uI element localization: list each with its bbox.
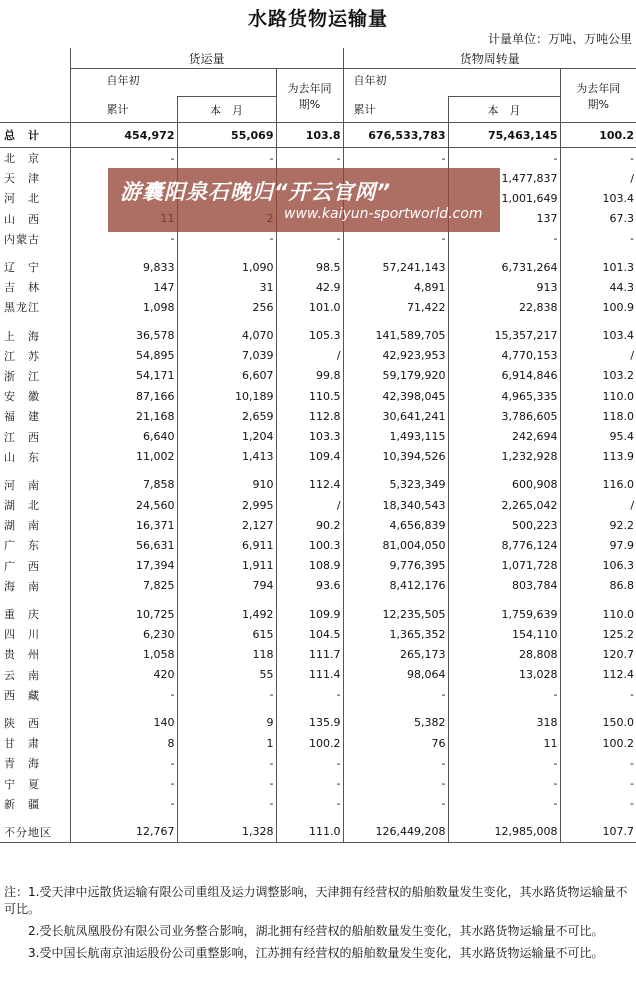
volume-yoy-cell: 108.9 [276, 556, 343, 576]
volume-month-cell: - [177, 773, 276, 793]
table-row [0, 773, 636, 793]
volume-yoy-cell: 109.9 [276, 604, 343, 624]
note-3: 3.受中国长航南京油运股份公司重整影响，江苏拥有经营权的船舶数量发生变化，其水路货物运输量不可比。 [4, 946, 604, 960]
volume-month-cell: 1,090 [177, 257, 276, 277]
turnover-yoy-cell: - [560, 229, 636, 249]
volume-month-cell: 6,911 [177, 535, 276, 555]
volume-month-cell: - [177, 229, 276, 249]
region-name: 山 西 [4, 212, 40, 226]
turnover-yoy-cell: 101.3 [560, 257, 636, 277]
region-name: 湖 南 [4, 519, 40, 533]
group-spacer [0, 814, 636, 822]
table-row [0, 297, 636, 317]
volume-cumulative-cell: 10,725 [70, 604, 177, 624]
header-ytd-row [0, 69, 636, 97]
turnover-cumulative-cell: 18,340,543 [343, 495, 448, 515]
turnover-cumulative-cell: - [343, 794, 448, 814]
turnover-cumulative-cell: 265,173 [343, 644, 448, 664]
turnover-yoy-cell: 113.9 [560, 447, 636, 467]
turnover-cumulative-cell: 76 [343, 733, 448, 753]
volume-cumulative-cell: 87,166 [70, 386, 177, 406]
region-name: 广 东 [4, 539, 40, 553]
turnover-yoy-cell: - [560, 685, 636, 705]
region-name: 上 海 [4, 329, 40, 343]
turnover-month-cell: 75,463,145 [448, 123, 560, 148]
table-row [0, 822, 636, 843]
turnover-cumulative-cell: 71,422 [343, 297, 448, 317]
turnover-month-cell: - [448, 773, 560, 793]
volume-yoy-cell: 112.8 [276, 406, 343, 426]
turnover-month-cell: 1,477,837 [448, 168, 560, 188]
region-name: 西 藏 [4, 688, 40, 702]
volume-yoy-cell: 105.3 [276, 326, 343, 346]
turnover-cumulative-cell: 1,493,115 [343, 426, 448, 446]
turnover-yoy-cell: 112.4 [560, 665, 636, 685]
table-row [0, 665, 636, 685]
volume-month-cell: 4,070 [177, 326, 276, 346]
turnover-month-cell: 913 [448, 277, 560, 297]
turnover-month-cell: 11 [448, 733, 560, 753]
turnover-yoy-cell: - [560, 753, 636, 773]
turnover-month-cell: - [448, 229, 560, 249]
volume-cumulative-cell: 7,825 [70, 576, 177, 596]
table-row [0, 624, 636, 644]
volume-yoy-cell: 110.5 [276, 386, 343, 406]
turnover-month-cell: - [448, 148, 560, 169]
region-name: 江 苏 [4, 349, 40, 363]
turnover-cumulative-cell: 126,449,208 [343, 822, 448, 843]
volume-month-cell: 2,659 [177, 406, 276, 426]
region-name: 河 北 [4, 192, 40, 206]
table-row [0, 366, 636, 386]
volume-month-cell: 118 [177, 644, 276, 664]
turnover-yoy-cell: 125.2 [560, 624, 636, 644]
turnover-cumulative-cell: - [343, 753, 448, 773]
region-name: 江 西 [4, 430, 40, 444]
region-name: 陕 西 [4, 716, 40, 730]
turnover-yoy-cell: 118.0 [560, 406, 636, 426]
volume-cumulative-cell: 21,168 [70, 406, 177, 426]
region-name: 山 东 [4, 450, 40, 464]
region-name: 总 计 [0, 123, 70, 148]
watermark-url: www.kaiyun-sportworld.com [284, 206, 483, 222]
region-name: 新 疆 [4, 797, 40, 811]
table-row [0, 257, 636, 277]
volume-yoy-cell: - [276, 794, 343, 814]
turnover-yoy-cell: 100.2 [560, 733, 636, 753]
table-row [0, 713, 636, 733]
turnover-cumulative-cell: 42,923,953 [343, 346, 448, 366]
volume-ytd-header: 自年初 [70, 69, 276, 97]
notes [4, 884, 632, 967]
table-row [0, 753, 636, 773]
table-row [0, 346, 636, 366]
turnover-cumulative-cell: 59,179,920 [343, 366, 448, 386]
turnover-month-header: 本 月 [448, 97, 560, 123]
table-row [0, 495, 636, 515]
volume-month-cell: - [177, 753, 276, 773]
volume-cumulative-cell: 454,972 [70, 123, 177, 148]
volume-cumulative-cell: 420 [70, 665, 177, 685]
turnover-month-cell: - [448, 794, 560, 814]
unit-note: 计量单位：万吨、万吨公里 [487, 32, 632, 46]
turnover-yoy-cell: 103.4 [560, 326, 636, 346]
region-name: 宁 夏 [4, 777, 40, 791]
volume-yoy-cell: 100.2 [276, 733, 343, 753]
volume-month-cell: 1,204 [177, 426, 276, 446]
turnover-month-cell: 15,357,217 [448, 326, 560, 346]
turnover-month-cell: 318 [448, 713, 560, 733]
volume-yoy-cell: - [276, 685, 343, 705]
region-name: 甘 肃 [4, 737, 40, 751]
volume-yoy-cell: 100.3 [276, 535, 343, 555]
volume-cumulative-header: 累计 [70, 97, 177, 123]
volume-cumulative-cell: 9,833 [70, 257, 177, 277]
volume-cumulative-cell: 6,640 [70, 426, 177, 446]
turnover-yoy-cell: 103.4 [560, 188, 636, 208]
turnover-yoy-cell: 100.9 [560, 297, 636, 317]
region-name: 重 庆 [4, 608, 40, 622]
turnover-group-header: 货物周转量 [343, 48, 636, 69]
turnover-month-cell: 4,770,153 [448, 346, 560, 366]
turnover-month-cell: 8,776,124 [448, 535, 560, 555]
volume-yoy-cell: 111.4 [276, 665, 343, 685]
volume-month-cell: 55,069 [177, 123, 276, 148]
region-name: 青 海 [4, 757, 40, 771]
turnover-cumulative-cell: 10,394,526 [343, 447, 448, 467]
turnover-month-cell: 6,731,264 [448, 257, 560, 277]
note-1: 注：1.受天津中远散货运输有限公司重组及运力调整影响，天津拥有经营权的船舶数量发生变化，其水路货物运输量不可比。 [4, 885, 628, 916]
turnover-yoy-cell: 110.0 [560, 386, 636, 406]
group-spacer [0, 705, 636, 713]
volume-month-cell: 31 [177, 277, 276, 297]
page-title: 水路货物运输量 [247, 8, 388, 30]
table-row [0, 556, 636, 576]
table-row [0, 515, 636, 535]
group-spacer [0, 467, 636, 475]
turnover-cumulative-cell: 9,776,395 [343, 556, 448, 576]
volume-month-cell: 2,995 [177, 495, 276, 515]
region-name: 辽 宁 [4, 261, 40, 275]
volume-yoy-cell: / [276, 495, 343, 515]
region-name: 内蒙古 [4, 232, 40, 246]
table-row [0, 277, 636, 297]
volume-month-cell: 1,492 [177, 604, 276, 624]
volume-cumulative-cell: 54,171 [70, 366, 177, 386]
turnover-month-cell: 4,965,335 [448, 386, 560, 406]
region-name: 贵 州 [4, 648, 40, 662]
yoy-line2: 期% [298, 97, 321, 111]
volume-yoy-cell: 112.4 [276, 475, 343, 495]
volume-yoy-cell: 103.3 [276, 426, 343, 446]
turnover-cumulative-cell: 98,064 [343, 665, 448, 685]
volume-cumulative-cell: - [70, 148, 177, 169]
turnover-cumulative-cell: 4,656,839 [343, 515, 448, 535]
table-row [0, 535, 636, 555]
turnover-month-cell: 500,223 [448, 515, 560, 535]
region-name: 北 京 [4, 152, 40, 166]
total-row [0, 123, 636, 148]
yoy-alt-line2: 期% [587, 97, 609, 111]
turnover-yoy-cell: 116.0 [560, 475, 636, 495]
volume-cumulative-cell: - [70, 753, 177, 773]
region-name: 湖 北 [4, 499, 40, 513]
watermark-title: 游囊阳泉石晚归“开云官网” [120, 180, 392, 204]
volume-month-cell: 9 [177, 713, 276, 733]
turnover-month-cell: 137 [448, 209, 560, 229]
yoy-alt-line1: 为去年同 [576, 81, 621, 95]
region-name: 浙 江 [4, 369, 40, 383]
turnover-month-cell: 1,001,649 [448, 188, 560, 208]
turnover-month-cell: 22,838 [448, 297, 560, 317]
turnover-yoy-cell: 97.9 [560, 535, 636, 555]
turnover-month-cell: 1,232,928 [448, 447, 560, 467]
volume-yoy-cell: 101.0 [276, 297, 343, 317]
volume-month-cell: 1,328 [177, 822, 276, 843]
group-spacer [0, 249, 636, 257]
turnover-cumulative-cell: 81,004,050 [343, 535, 448, 555]
volume-cumulative-cell: 140 [70, 713, 177, 733]
volume-cumulative-cell: 8 [70, 733, 177, 753]
volume-month-cell: 256 [177, 297, 276, 317]
turnover-yoy-cell: 95.4 [560, 426, 636, 446]
region-name: 海 南 [4, 579, 40, 593]
turnover-cumulative-cell: 1,365,352 [343, 624, 448, 644]
volume-cumulative-cell: 12,767 [70, 822, 177, 843]
table-row [0, 426, 636, 446]
region-name: 四 川 [4, 628, 40, 642]
volume-month-cell: 10,189 [177, 386, 276, 406]
turnover-month-cell: 6,914,846 [448, 366, 560, 386]
volume-month-cell: 1 [177, 733, 276, 753]
turnover-month-cell: - [448, 753, 560, 773]
volume-cumulative-cell: 7,858 [70, 475, 177, 495]
volume-cumulative-cell: 1,098 [70, 297, 177, 317]
turnover-yoy-cell: 67.3 [560, 209, 636, 229]
volume-cumulative-cell: 6,230 [70, 624, 177, 644]
volume-yoy-cell: 93.6 [276, 576, 343, 596]
turnover-month-cell: 803,784 [448, 576, 560, 596]
turnover-yoy-cell: 44.3 [560, 277, 636, 297]
table-row [0, 685, 636, 705]
table-row [0, 576, 636, 596]
region-name: 福 建 [4, 410, 40, 424]
turnover-month-cell: 13,028 [448, 665, 560, 685]
note-2: 2.受长航凤凰股份有限公司业务整合影响，湖北拥有经营权的船舶数量发生变化，其水路货物运输量不可比。 [4, 924, 604, 938]
yoy-line1: 为去年同 [287, 81, 332, 95]
volume-yoy-header [276, 69, 343, 123]
volume-cumulative-cell: 54,895 [70, 346, 177, 366]
turnover-cumulative-cell: 5,382 [343, 713, 448, 733]
volume-month-cell: 1,911 [177, 556, 276, 576]
header-group-row [0, 48, 636, 69]
turnover-month-cell: - [448, 685, 560, 705]
volume-cumulative-cell: 36,578 [70, 326, 177, 346]
turnover-yoy-cell: 120.7 [560, 644, 636, 664]
region-name: 黑龙江 [4, 301, 40, 315]
turnover-yoy-cell: 106.3 [560, 556, 636, 576]
turnover-cumulative-cell: - [343, 229, 448, 249]
turnover-yoy-cell: 92.2 [560, 515, 636, 535]
turnover-cumulative-cell: 5,323,349 [343, 475, 448, 495]
turnover-yoy-cell: 150.0 [560, 713, 636, 733]
turnover-cumulative-cell: - [343, 148, 448, 169]
turnover-cumulative-cell: 141,589,705 [343, 326, 448, 346]
turnover-yoy-cell: - [560, 794, 636, 814]
turnover-cumulative-cell: 676,533,783 [343, 123, 448, 148]
volume-yoy-cell: 90.2 [276, 515, 343, 535]
volume-month-cell: 2,127 [177, 515, 276, 535]
turnover-month-cell: 3,786,605 [448, 406, 560, 426]
turnover-yoy-cell: 103.2 [560, 366, 636, 386]
turnover-month-cell: 28,808 [448, 644, 560, 664]
volume-cumulative-cell: - [70, 685, 177, 705]
volume-yoy-cell: 103.8 [276, 123, 343, 148]
table-row [0, 604, 636, 624]
volume-cumulative-cell: - [70, 794, 177, 814]
volume-month-cell: 6,607 [177, 366, 276, 386]
volume-month-cell: 55 [177, 665, 276, 685]
turnover-month-cell: 1,071,728 [448, 556, 560, 576]
table-row [0, 447, 636, 467]
region-name: 广 西 [4, 559, 40, 573]
table-row [0, 386, 636, 406]
volume-month-cell: 910 [177, 475, 276, 495]
turnover-month-cell: 242,694 [448, 426, 560, 446]
volume-month-cell: - [177, 794, 276, 814]
turnover-yoy-cell: 110.0 [560, 604, 636, 624]
volume-cumulative-cell: 11,002 [70, 447, 177, 467]
volume-yoy-cell: / [276, 346, 343, 366]
table-row [0, 148, 636, 169]
volume-yoy-cell: 111.0 [276, 822, 343, 843]
volume-group-header: 货运量 [70, 48, 343, 69]
volume-yoy-cell: 42.9 [276, 277, 343, 297]
table-row [0, 733, 636, 753]
volume-month-cell: 1,413 [177, 447, 276, 467]
volume-month-header: 本 月 [177, 97, 276, 123]
turnover-cumulative-cell: 30,641,241 [343, 406, 448, 426]
turnover-cumulative-cell: - [343, 773, 448, 793]
turnover-yoy-cell: / [560, 495, 636, 515]
turnover-cumulative-cell: 12,235,505 [343, 604, 448, 624]
turnover-yoy-header [560, 69, 636, 123]
volume-yoy-cell: 104.5 [276, 624, 343, 644]
group-spacer [0, 318, 636, 326]
volume-cumulative-cell: - [70, 229, 177, 249]
volume-yoy-cell: 109.4 [276, 447, 343, 467]
turnover-month-cell: 2,265,042 [448, 495, 560, 515]
table-row [0, 644, 636, 664]
turnover-yoy-cell: - [560, 773, 636, 793]
turnover-yoy-cell: - [560, 148, 636, 169]
volume-yoy-cell: - [276, 753, 343, 773]
volume-month-cell: - [177, 148, 276, 169]
group-spacer [0, 596, 636, 604]
volume-yoy-cell: - [276, 773, 343, 793]
volume-cumulative-cell: - [70, 773, 177, 793]
turnover-yoy-cell: 107.7 [560, 822, 636, 843]
turnover-yoy-cell: / [560, 346, 636, 366]
volume-yoy-cell: 98.5 [276, 257, 343, 277]
volume-month-cell: - [177, 685, 276, 705]
volume-yoy-cell: 111.7 [276, 644, 343, 664]
volume-cumulative-cell: 56,631 [70, 535, 177, 555]
turnover-cumulative-cell: - [343, 685, 448, 705]
table-row [0, 326, 636, 346]
region-name: 河 南 [4, 478, 40, 492]
turnover-month-cell: 1,759,639 [448, 604, 560, 624]
region-name: 云 南 [4, 668, 40, 682]
volume-cumulative-cell: 24,560 [70, 495, 177, 515]
volume-month-cell: 794 [177, 576, 276, 596]
turnover-month-cell: 600,908 [448, 475, 560, 495]
turnover-cumulative-cell: 8,412,176 [343, 576, 448, 596]
watermark-banner [108, 168, 500, 232]
turnover-month-cell: 12,985,008 [448, 822, 560, 843]
turnover-yoy-cell: / [560, 168, 636, 188]
turnover-ytd-header: 自年初 [343, 69, 560, 97]
region-name: 天 津 [4, 172, 40, 186]
turnover-cumulative-cell: 42,398,045 [343, 386, 448, 406]
volume-cumulative-cell: 17,394 [70, 556, 177, 576]
region-name: 不分地区 [0, 822, 70, 843]
volume-cumulative-cell: 1,058 [70, 644, 177, 664]
turnover-month-cell: 154,110 [448, 624, 560, 644]
table-row [0, 475, 636, 495]
region-name: 吉 林 [4, 281, 40, 295]
volume-month-cell: 7,039 [177, 346, 276, 366]
turnover-cumulative-cell: 57,241,143 [343, 257, 448, 277]
turnover-cumulative-header: 累计 [343, 97, 448, 123]
volume-yoy-cell: - [276, 148, 343, 169]
turnover-cumulative-cell: 4,891 [343, 277, 448, 297]
table-row [0, 406, 636, 426]
volume-cumulative-cell: 16,371 [70, 515, 177, 535]
volume-yoy-cell: 99.8 [276, 366, 343, 386]
region-name: 安 徽 [4, 390, 40, 404]
turnover-yoy-cell: 100.2 [560, 123, 636, 148]
turnover-yoy-cell: 86.8 [560, 576, 636, 596]
volume-cumulative-cell: 147 [70, 277, 177, 297]
table-row [0, 794, 636, 814]
volume-yoy-cell: 135.9 [276, 713, 343, 733]
volume-month-cell: 615 [177, 624, 276, 644]
volume-yoy-cell: - [276, 229, 343, 249]
